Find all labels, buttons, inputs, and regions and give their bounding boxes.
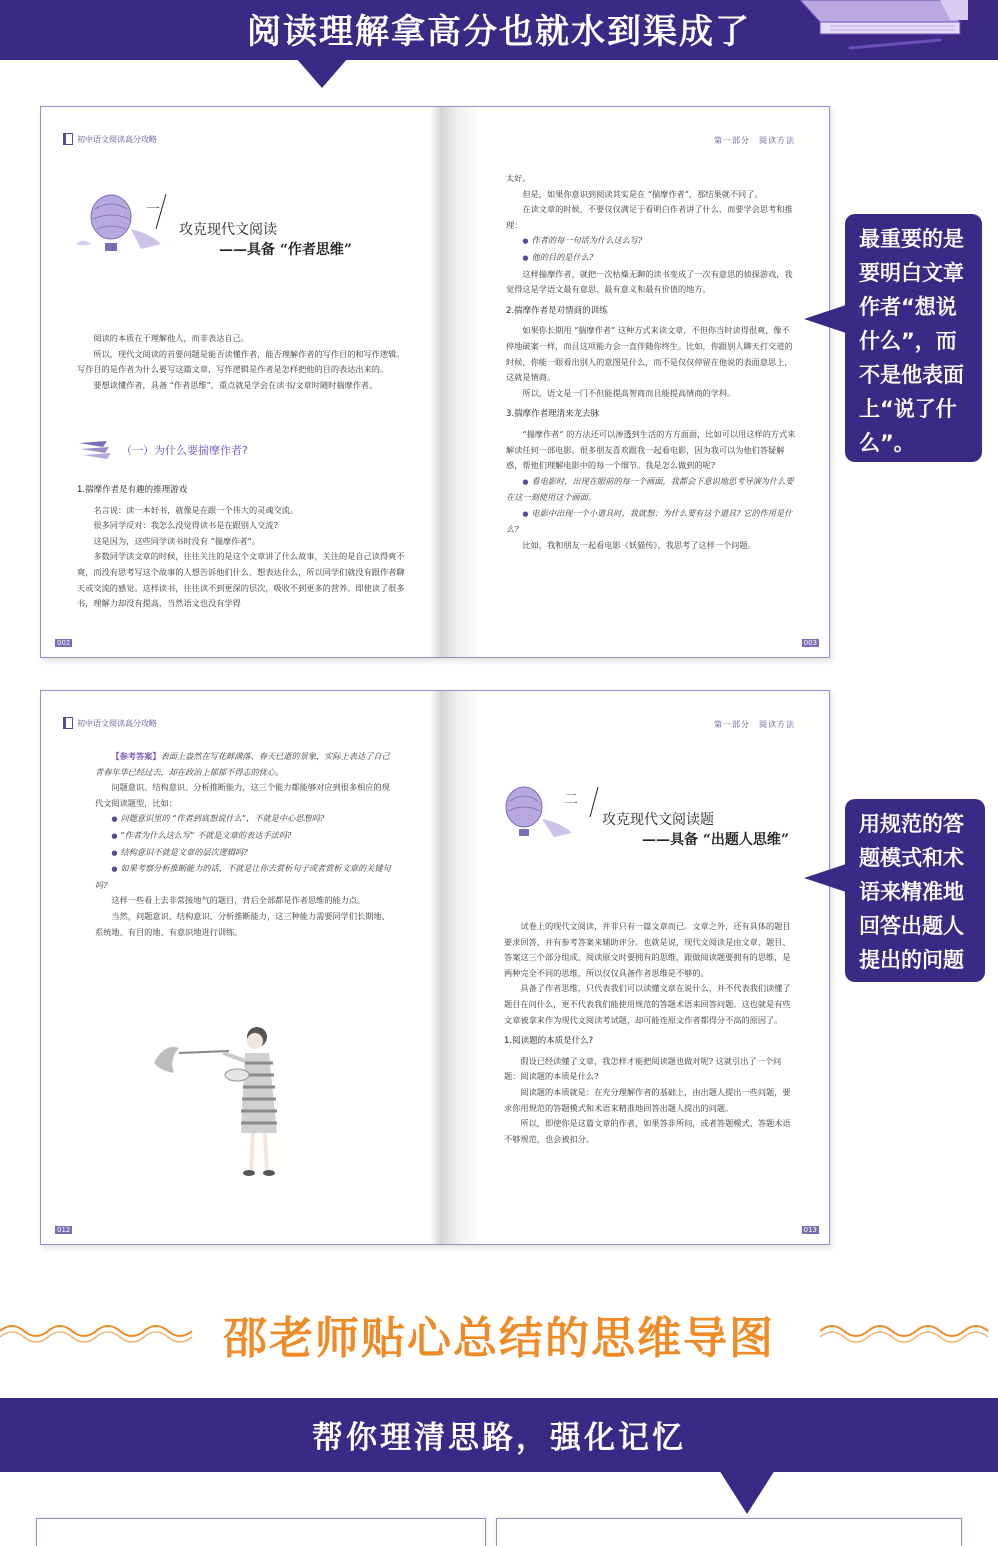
chapter-title-line2: ——具备 “出题人思维” bbox=[642, 832, 789, 848]
chapter-title-line1: 攻克现代文阅读题 bbox=[602, 812, 714, 828]
top-banner-title: 阅读理解拿高分也就水到渠成了 bbox=[247, 12, 751, 52]
subheading: 1.阅读题的本质是什么? bbox=[504, 1036, 594, 1047]
paragraph: 太好。 bbox=[506, 173, 531, 183]
section-marks-icon bbox=[77, 439, 113, 461]
hot-air-balloon-icon bbox=[498, 783, 618, 843]
mindmap-title: 邵老师贴心总结的思维导图 bbox=[223, 1313, 775, 1364]
bullet-item: ● “作者为什么这么写” 不就是文章的表达手法吗? bbox=[95, 828, 395, 845]
spread2-right-page bbox=[436, 691, 831, 1244]
bullet-item: ● 电影中出现一个小道具时，我就想：为什么要有这个道具? 它的作用是什么? bbox=[506, 506, 796, 538]
running-head: 第一部分 阅读方法 bbox=[714, 720, 795, 729]
paragraph: 具备了作者思维，只代表我们可以读懂文章在说什么，并不代表我们读懂了题目在问什么，更不代表我们能使用规范的答题术语来回答问题。这也就是有些文章被拿来作为现代文阅读考试题，却可能连原文作者都得分不高的原因了。 bbox=[504, 983, 791, 1025]
answer-paragraph bbox=[95, 749, 395, 780]
mindmap-card-right bbox=[496, 1518, 962, 1546]
running-head bbox=[63, 717, 157, 729]
paragraph: 名言说：读一本好书，就像是在跟一个伟大的灵魂交流。 bbox=[93, 504, 299, 515]
bottom-banner-arrow bbox=[719, 1470, 775, 1514]
callout-pointer bbox=[804, 305, 846, 333]
paragraph: “揣摩作者” 的方法还可以渗透到生活的方方面面，比如可以用这样的方式来解读任何一部电影。很多朋友喜欢跟我一起看电影，因为我可以为他们答疑解惑，帮他们理解电影中的每一个细节。我是怎么做到的呢? bbox=[506, 428, 796, 471]
intro-text bbox=[77, 331, 407, 393]
subheading: 3.揣摩作者理清来龙去脉 bbox=[506, 409, 600, 420]
paragraph: 阅读题的本质就是：在充分理解作者的基础上，由出题人提出一些问题，要求你用规范的答题模式和术语来精准地回答出题人提出的问题。 bbox=[504, 1086, 791, 1113]
paragraph: 假设已经读懂了文章，我怎样才能把阅读题也做对呢? 这就引出了一个问题：阅读题的本质是什么? bbox=[504, 1055, 782, 1082]
paragraph: 这样揣摩作者，就把一次枯燥无聊的读书变成了一次有意思的侦探游戏，我觉得这是学语文最有意思、最有意义和最有价值的地方。 bbox=[506, 268, 793, 295]
running-head: 第一部分 阅读方法 bbox=[714, 136, 795, 145]
page-number: 013 bbox=[803, 1226, 817, 1234]
paragraph: 问题意识、结构意识、分析推断能力，这三个能力都能够对应到很多相应的现代文阅读题型，比如： bbox=[95, 782, 390, 808]
answer-text: 表面上盎然在写花鲜满落、春天已逝的景象，实际上表达了自己青春年华已经过去，却在政治上郁郁不得志的忧心。 bbox=[95, 751, 390, 777]
books-illustration bbox=[790, 0, 970, 58]
paragraph: 在读文章的时候，不要仅仅满足于看明白作者讲了什么，而要学会思考和推理： bbox=[506, 204, 793, 230]
paragraph: 多数同学读文章的时候，往往关注的是这个文章讲了什么故事，关注的是自己读得爽不爽，而没有思考写这个故事的人想告诉他们什么、想表达什么，所以同学们就没有跟作者聊天或交流的感觉。这样读书，往往读不到更深的层次，吸收不到更多的营养。即使读了很多书，理解力却没有提高，当然语文也没有学得 bbox=[77, 551, 405, 609]
running-head-text: 初中语文阅读高分攻略 bbox=[77, 718, 157, 728]
chapter-number: 二 bbox=[564, 792, 578, 808]
top-banner-arrow bbox=[296, 58, 348, 88]
body-text bbox=[95, 749, 395, 940]
callout-box-2: 用规范的答题模式和术语来精准地回答出题人提出的问题 bbox=[845, 799, 985, 982]
paragraph: 试卷上的现代文阅读，并非只有一篇文章而已。文章之外，还有具体的题目要求回答，并有参考答案来辅助评分。也就是说，现代文阅读是由文章、题目、答案这三个部分组成。阅读原文时要拥有的思维，跟做阅读题要拥有的思维，是两种完全不同的思维，所以仅仅具备作者思维是不够的。 bbox=[504, 921, 791, 978]
paragraph: 所以，现代文阅读的首要问题是能否读懂作者，能否理解作者的写作目的和写作逻辑。写作目的是作者为什么要写这篇文章，写作逻辑是作者是怎样把他的目的表达出来的。 bbox=[77, 348, 405, 375]
body-text bbox=[506, 171, 796, 554]
paragraph: 所以，即使你是这篇文章的作者，如果答非所问，或者答题模式、答题术语不够规范，也会被扣分。 bbox=[504, 1118, 791, 1144]
chapter-title-line2: ——具备 “作者思维” bbox=[219, 242, 352, 258]
paragraph: 但是，如果你意识到阅读其实是在 “揣摩作者”，那结果就不同了。 bbox=[522, 188, 763, 199]
spread1-left-page bbox=[41, 107, 436, 657]
body-text bbox=[504, 919, 796, 1147]
running-head bbox=[63, 133, 157, 145]
bullet-item: ● 作者的每一句话为什么这么写? bbox=[506, 233, 796, 250]
subheading: 2.揣摩作者是对情商的训练 bbox=[506, 305, 608, 316]
mindmap-card-left bbox=[36, 1518, 486, 1546]
book-icon bbox=[63, 133, 73, 145]
book-spread-2 bbox=[40, 690, 830, 1245]
subheading: 1.揣摩作者是有趣的推理游戏 bbox=[77, 485, 188, 495]
section-heading-text: （一）为什么要揣摩作者? bbox=[121, 444, 248, 457]
bullet-item: ● 如果考察分析推断能力的话，不就是让你去赏析句子或者赏析文章的关键句吗? bbox=[95, 861, 395, 893]
page-number: 003 bbox=[803, 639, 817, 647]
bullet-item: ● 结构意识不就是文章的层次逻辑吗? bbox=[95, 845, 395, 862]
page-number: 012 bbox=[57, 1226, 71, 1234]
bottom-banner-title: 帮你理清思路，强化记忆 bbox=[312, 1420, 686, 1456]
page-number: 002 bbox=[57, 639, 71, 647]
book-spread-1 bbox=[40, 106, 830, 658]
chapter-number: 一 bbox=[146, 202, 160, 218]
callout-pointer bbox=[804, 864, 846, 892]
paragraph: 这是因为，这些同学读书时没有 “揣摩作者”。 bbox=[93, 535, 260, 546]
spread2-left-page bbox=[41, 691, 436, 1244]
running-head-text: 初中语文阅读高分攻略 bbox=[77, 134, 157, 144]
bullet-item: ● 看电影时，出现在眼前的每一个画面，我都会下意识地思考导演为什么要在这一刻使用这个画面。 bbox=[506, 474, 796, 506]
paragraph: 所以，语文是一门不但能提高智商而且能提高情商的学科。 bbox=[522, 387, 736, 398]
bullet-item: ● 他的目的是什么? bbox=[506, 250, 796, 267]
paragraph: 阅读的本质在于理解他人，而非表达自己。 bbox=[93, 333, 249, 343]
callout-box-1: 最重要的是要明白文章作者“想说什么”，而不是他表面上“说了什么”。 bbox=[845, 214, 982, 462]
decorative-wave-right bbox=[820, 1318, 998, 1344]
paragraph: 要想读懂作者，具备 “作者思维”，重点就是学会在读书/文章时随时揣摩作者。 bbox=[93, 379, 378, 390]
body-text bbox=[77, 477, 407, 612]
paragraph: 很多同学反对：我怎么没觉得读书是在跟别人交流? bbox=[93, 520, 278, 531]
paragraph: 当然，问题意识、结构意识、分析推断能力，这三种能力需要同学们长期地、系统地、有目的地、有意识地进行训练。 bbox=[95, 910, 390, 937]
paragraph: 比如，我和朋友一起看电影《妖猫传》，我思考了这样一个问题。 bbox=[522, 540, 756, 551]
girl-with-bird-illustration bbox=[149, 1023, 289, 1183]
chapter-title bbox=[179, 219, 352, 259]
paragraph: 这样一些看上去非常接地气的题目，背后全部都是作者思维的能力点。 bbox=[111, 895, 366, 906]
section-heading bbox=[77, 439, 248, 461]
chapter-title bbox=[602, 809, 789, 849]
chapter-title-line1: 攻克现代文阅读 bbox=[179, 222, 277, 238]
paragraph: 如果你长期用 “揣摩作者” 这种方式来读文章，不但你当时读得很爽，像不停地破案一样，而且这项能力会一直伴随你终生。比如，你跟别人聊天打交道的时候，你能一眼看出别人的意图是什么，而不是仅仅停留在他说的表面意思上，这就是情商。 bbox=[506, 325, 793, 383]
book-icon bbox=[63, 717, 73, 729]
spread1-right-page bbox=[436, 107, 831, 657]
bullet-item: ● 问题意识里的 “作者到底想说什么”，不就是中心思想吗? bbox=[95, 811, 395, 828]
answer-label: 【参考答案】 bbox=[111, 751, 161, 761]
